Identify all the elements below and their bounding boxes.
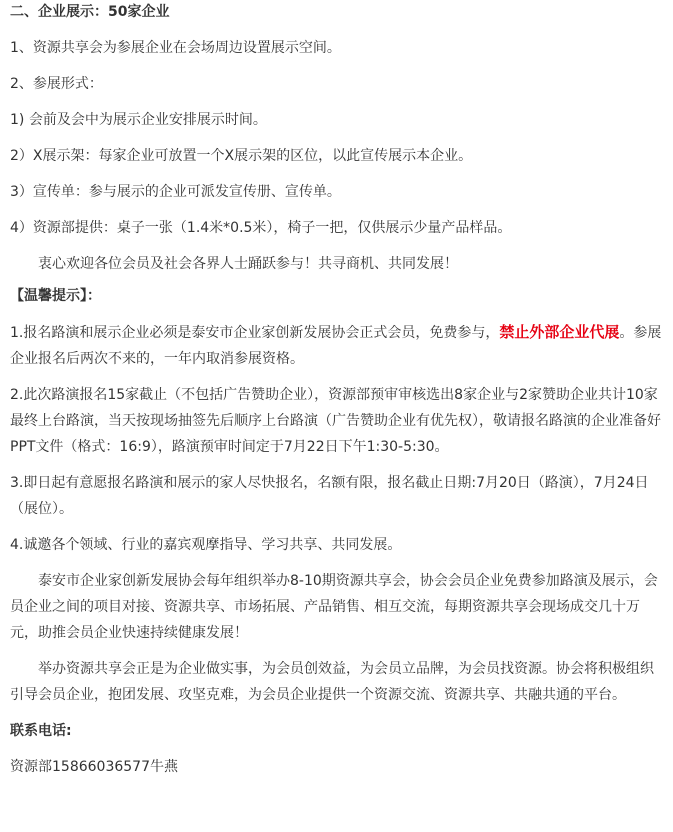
contact-line: 资源部15866036577牛燕 <box>10 759 178 775</box>
item-5: 3）宣传单：参与展示的企业可派发宣传册、宣传单。 <box>10 184 341 200</box>
tip-1 <box>10 319 665 372</box>
tip-1-text: 1.报名路演和展示企业必须是泰安市企业家创新发展协会正式会员，免费参与， <box>10 325 500 341</box>
item-3: 1) 会前及会中为展示企业安排展示时间。 <box>10 112 267 128</box>
tip-3: 3.即日起有意愿报名路演和展示的家人尽快报名，名额有限，报名截止日期:7月20日（路演），7月24日（展位）。 <box>10 475 649 517</box>
welcome-text: 衷心欢迎各位会员及社会各界人士踊跃参与！共寻商机、共同发展！ <box>38 256 458 272</box>
tip-1-highlight: 禁止外部企业代展 <box>499 323 620 341</box>
item-6: 4）资源部提供：桌子一张（1.4米*0.5米），椅子一把，仅供展示少量产品样品。 <box>10 220 512 236</box>
item-1: 1、资源共享会为参展企业在会场周边设置展示空间。 <box>10 40 341 56</box>
tip-2: 2.此次路演报名15家截止（不包括广告赞助企业），资源部预审审核选出8家企业与2家赞助企业共计10家最终上台路演，当天按现场抽签先后顺序上台路演（广告赞助企业有优先权），敬请报名路演的企业准备好PPT文件（格式：16:9），路演预审时间定于7月22日下午1:30-5:30。 <box>10 387 661 455</box>
section-title: 二、企业展示：50家企业 <box>10 4 170 20</box>
tips-heading: 【温馨提示】： <box>10 288 101 304</box>
tip-4: 4.诚邀各个领域、行业的嘉宾观摩指导、学习共享、共同发展。 <box>10 537 402 553</box>
paragraph-2: 举办资源共享会正是为企业做实事，为会员创效益，为会员立品牌，为会员找资源。协会将积极组织引导会员企业，抱团发展、攻坚克难，为会员企业提供一个资源交流、资源共享、共融共通的平台。 <box>10 661 654 703</box>
item-2: 2、参展形式： <box>10 76 103 92</box>
tip-1-text-end: 。参展企业报名后两次不来的，一年内取消参展资格。 <box>10 325 662 367</box>
contact-heading: 联系电话: <box>10 723 72 739</box>
paragraph-1: 泰安市企业家创新发展协会每年组织举办8-10期资源共享会，协会会员企业免费参加路演及展示，会员企业之间的项目对接、资源共享、市场拓展、产品销售、相互交流，每期资源共享会现场成交几十万元，助推会员企业快速持续健康发展！ <box>10 573 658 641</box>
item-4: 2）X展示架：每家企业可放置一个X展示架的区位，以此宣传展示本企业。 <box>10 148 473 164</box>
